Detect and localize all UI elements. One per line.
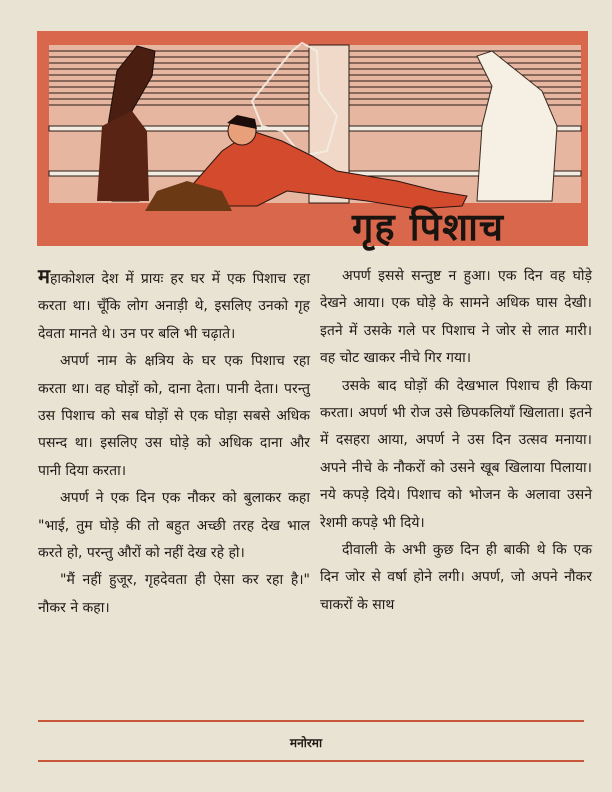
right-paragraph-3: दीवाली के अभी कुछ दिन ही बाकी थे कि एक दिन जोर से वर्षा होने लगी। अपर्ण, जो अपने नौकर चाकरों के साथ [320,542,592,613]
right-paragraph-2: उसके बाद घोड़ों की देखभाल पिशाच ही किया करता। अपर्ण भी रोज उसे छिपकलियाँ खिलाता। इतने में दसहरा आया, अपर्ण ने उस दिन उत्सव मनाया। अपने नीचे के नौकरों को उसने खूब खिलाया पिलाया। नये कपड़े दिये। पिशाच को भोजन के अलावा उसने रेशमी कपड़े भी दिये। [320,377,592,531]
story-title: गृह पिशाच [352,204,505,249]
left-paragraph-1-text: हाकोशल देश में प्रायः हर घर में एक पिशाच रहा करता था। चूँकि लोग अनाड़ी थे, इसलिए उनको गृह देवता मानते थे। उन पर बलि भी चढ़ाते। [38,271,310,342]
left-paragraph-4: "मैं नहीं हुजूर, गृहदेवता ही ऐसा कर रहा है।" नौकर ने कहा। [38,572,310,616]
footer-rule-bottom [38,760,584,762]
left-column [38,263,310,622]
right-column [320,263,592,619]
right-paragraph-1: अपर्ण इससे सन्तुष्ट न हुआ। एक दिन वह घोड़े देखने आया। एक घोड़े के सामने अधिक घास देखी। इतने में उसके गले पर पिशाच ने जोर से लात मारी। वह चोट खाकर नीचे गिर गया। [320,268,592,367]
header-illustration [37,31,588,246]
left-paragraph-1 [38,263,310,348]
footer-rule-top [38,720,584,722]
left-paragraph-3: अपर्ण ने एक दिन एक नौकर को बुलाकर कहा "भाई, तुम घोड़े की तो बहुत अच्छी तरह देख भाल करते हो, परन्तु औरों को नहीं देख रहे हो। [38,490,310,562]
stable-scene-image [37,31,588,246]
left-paragraph-2: अपर्ण नाम के क्षत्रिय के घर एक पिशाच रहा करता था। वह घोड़ों को, दाना देता। पानी देता। परन्तु उस पिशाच को सब घोड़ों से एक घोड़ा सबसे अधिक पसन्द था। इसलिए उस घोड़े को अधिक दाना और पानी दिया करता। [38,353,310,479]
magazine-name: मनोरमा [289,736,323,750]
drop-cap: म [38,264,50,288]
